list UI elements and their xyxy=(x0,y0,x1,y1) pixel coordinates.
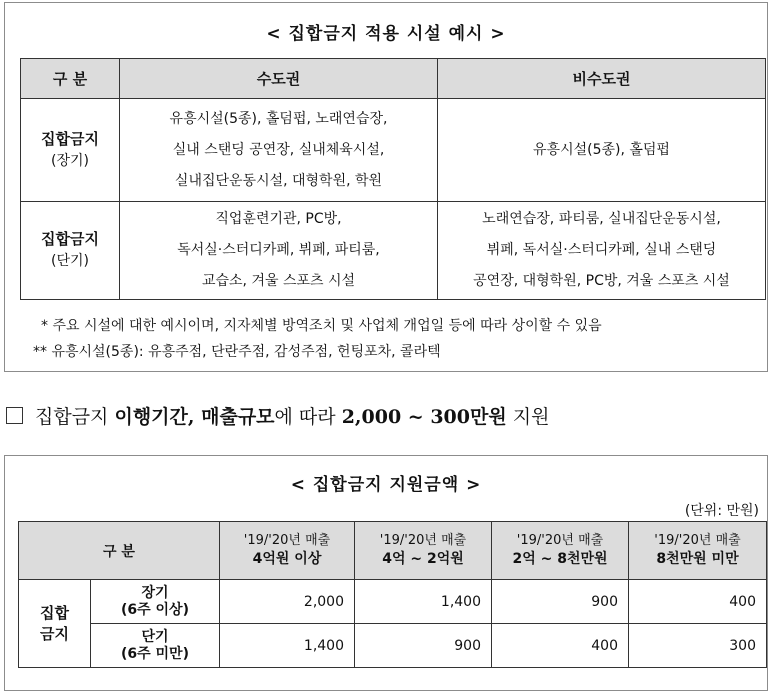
capital-line: 유흥시설(5종), 홀덤펍, 노래연습장, xyxy=(169,110,388,127)
row-shortterm-label xyxy=(21,202,120,300)
row-longterm-noncapital xyxy=(438,99,766,202)
group-label-2: 금지 xyxy=(40,624,69,643)
capital-line: 독서실·스터디카페, 뷔페, 파티룸, xyxy=(177,242,380,258)
header-category: 구 분 xyxy=(19,522,220,580)
support-amount-table xyxy=(18,521,767,668)
noncapital-line: 노래연습장, 파티룸, 실내집단운동시설, xyxy=(482,211,721,227)
row-longterm-capital xyxy=(120,99,438,202)
col-top: '19/'20년 매출 xyxy=(516,533,604,548)
table-cell: 400 xyxy=(629,580,767,624)
row-sublabel: (장기) xyxy=(51,152,89,169)
summary-post: 지원 xyxy=(506,406,550,428)
row-label: 집합금지 xyxy=(41,129,99,148)
summary-pre: 집합금지 xyxy=(35,406,115,428)
header-noncapital: 비수도권 xyxy=(438,59,766,99)
row-shortterm-label xyxy=(91,624,220,668)
facility-examples-title: < 집합금지 적용 시설 예시 > xyxy=(266,24,506,44)
row-sublabel: (6주 미만) xyxy=(121,645,189,662)
table-cell: 1,400 xyxy=(220,624,355,668)
table-cell: 400 xyxy=(492,624,629,668)
row-longterm-label xyxy=(21,99,120,202)
row-sublabel: (단기) xyxy=(51,253,89,269)
checkbox-square-icon xyxy=(6,407,23,424)
header-revenue-col-4 xyxy=(629,522,767,580)
col-bottom: 4억 ~ 2억원 xyxy=(382,551,464,567)
row-label: 집합금지 xyxy=(41,230,99,248)
table-cell: 300 xyxy=(629,624,767,668)
summary-mid: 에 따라 xyxy=(274,406,342,428)
row-label: 장기 xyxy=(141,584,169,601)
table-cell: 1,400 xyxy=(355,580,492,624)
col-bottom: 2억 ~ 8천만원 xyxy=(512,551,608,567)
col-bottom: 4억원 이상 xyxy=(252,551,322,567)
table-cell: 900 xyxy=(355,624,492,668)
facility-examples-box xyxy=(4,2,768,372)
row-sublabel: (6주 이상) xyxy=(121,601,189,618)
table-cell: 900 xyxy=(492,580,629,624)
footnote-2: ** 유흥시설(5종): 유흥주점, 단란주점, 감성주점, 헌팅포차, 콜라텍 xyxy=(33,344,441,360)
noncapital-line: 유흥시설(5종), 홀덤펍 xyxy=(533,141,670,158)
header-revenue-col-1 xyxy=(220,522,355,580)
support-summary-line xyxy=(6,402,549,429)
footnote-1: * 주요 시설에 대한 예시이며, 지자체별 방역조치 및 사업체 개업일 등에 따라 상이할 수 있음 xyxy=(41,318,602,334)
capital-line: 직업훈련기관, PC방, xyxy=(215,211,342,227)
unit-label: (단위: 만원) xyxy=(684,503,759,519)
col-top: '19/'20년 매출 xyxy=(243,533,331,548)
noncapital-line: 뷔페, 독서실·스터디카페, 실내 스탠딩 xyxy=(486,242,717,258)
header-capital: 수도권 xyxy=(120,59,438,99)
group-label xyxy=(19,580,91,668)
col-top: '19/'20년 매출 xyxy=(379,533,467,548)
facility-examples-table xyxy=(20,58,766,300)
row-label: 단기 xyxy=(141,628,169,645)
summary-bold-amount: 2,000 ~ 300만원 xyxy=(341,406,507,428)
support-amount-title: < 집합금지 지원금액 > xyxy=(290,475,482,495)
header-revenue-col-3 xyxy=(492,522,629,580)
noncapital-line: 공연장, 대형학원, PC방, 겨울 스포츠 시설 xyxy=(473,273,730,289)
header-revenue-col-2 xyxy=(355,522,492,580)
capital-line: 교습소, 겨울 스포츠 시설 xyxy=(201,273,356,289)
capital-line: 실내집단운동시설, 대형학원, 학원 xyxy=(174,172,383,189)
table-cell: 2,000 xyxy=(220,580,355,624)
capital-line: 실내 스탠딩 공연장, 실내체육시설, xyxy=(172,141,385,158)
row-longterm-label xyxy=(91,580,220,624)
col-top: '19/'20년 매출 xyxy=(654,533,741,548)
group-label-1: 집합 xyxy=(40,603,69,622)
header-category: 구 분 xyxy=(21,59,120,99)
support-amount-box xyxy=(4,455,768,691)
summary-bold-period-size: 이행기간, 매출규모 xyxy=(114,406,275,428)
row-shortterm-capital xyxy=(120,202,438,300)
col-bottom: 8천만원 미만 xyxy=(656,551,739,567)
row-shortterm-noncapital xyxy=(438,202,766,300)
